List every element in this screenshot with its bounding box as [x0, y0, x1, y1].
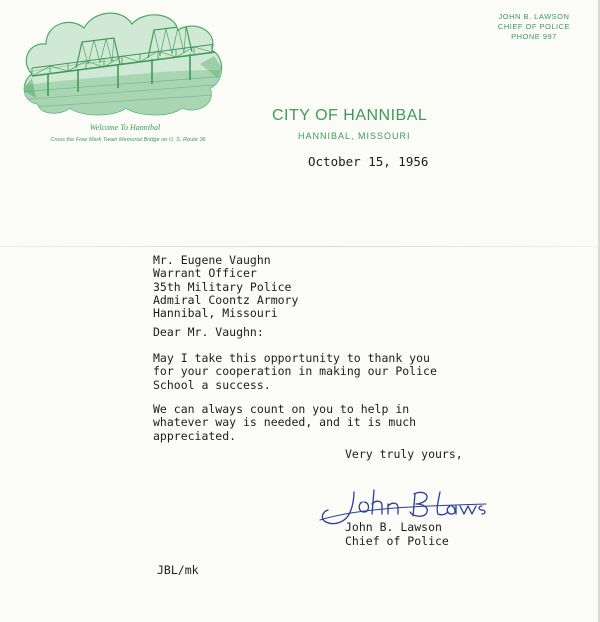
recipient-line: Mr. Eugene Vaughn [153, 253, 271, 267]
body-line: for your cooperation in making our Police [153, 364, 437, 379]
closing: Very truly yours, [345, 447, 463, 461]
body-paragraph [153, 403, 416, 443]
typist-initials: JBL/mk [157, 563, 199, 577]
city-title: CITY OF HANNIBAL [272, 107, 428, 124]
body-paragraph [153, 352, 437, 392]
signer-block [345, 520, 449, 548]
fold-line [0, 246, 600, 247]
welcome-caption: Welcome To Hannibal [89, 123, 161, 132]
body-line: School a success. [153, 377, 271, 392]
letter-date: October 15, 1956 [308, 154, 429, 169]
salutation: Dear Mr. Vaughn: [153, 325, 264, 339]
recipient-line: Admiral Coontz Armory [153, 292, 299, 307]
city-subtitle: HANNIBAL, MISSOURI [298, 131, 411, 141]
contact-title: CHIEF OF POLICE [497, 22, 570, 31]
body-line: whatever way is needed, and it is much [153, 415, 417, 430]
recipient-line: 35th Military Police [153, 279, 292, 294]
recipient-line: Hannibal, Missouri [153, 306, 278, 321]
bridge-caption: Cross the Free Mark Twain Memorial Bridge on U. S. Route 36 [50, 137, 206, 143]
contact-block [498, 12, 570, 42]
body-line: We can always count on you to help in [153, 402, 410, 416]
recipient-address [153, 254, 298, 320]
signer-name: John B. Lawson [345, 520, 442, 534]
contact-phone: PHONE 997 [511, 32, 557, 41]
bridge-illustration-icon [18, 4, 228, 118]
contact-name: JOHN B. LAWSON [498, 12, 570, 21]
recipient-line: Warrant Officer [153, 266, 257, 281]
body-line: appreciated. [153, 428, 237, 443]
signer-title: Chief of Police [345, 534, 449, 548]
body-line: May I take this opportunity to thank you [153, 351, 430, 365]
